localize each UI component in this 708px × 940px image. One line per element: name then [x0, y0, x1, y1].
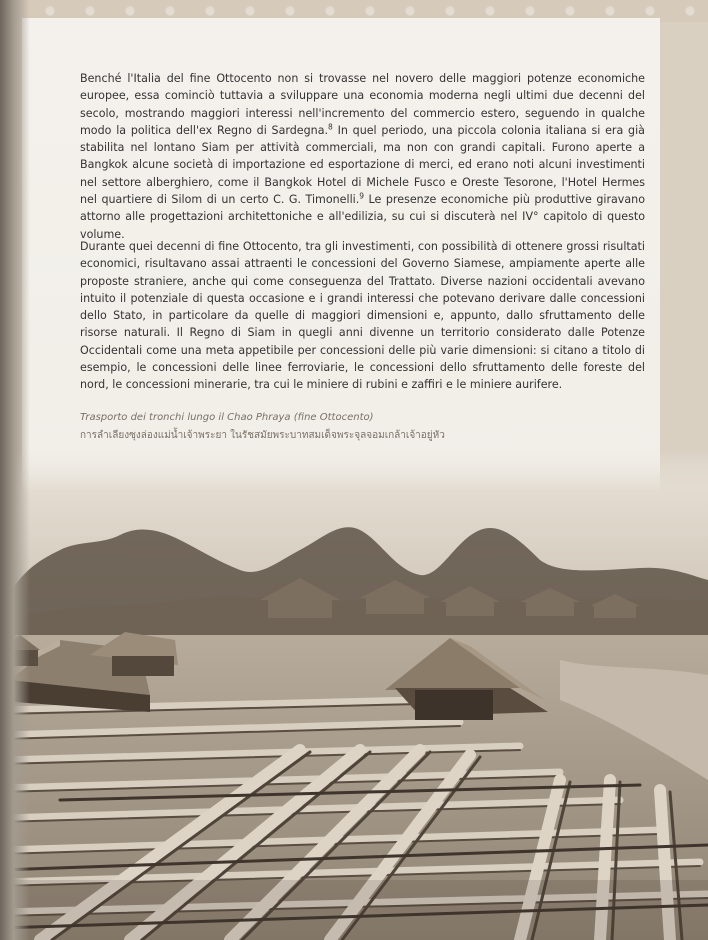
paragraph-1-text: In quel periodo, una piccola colonia italiana si era già stabilita nel lontano Siam per attività commerciali, ma non con grandi capitali. Furono aperte a Bangkok alcune società di importazione ed esportazione di merci, ed erano noti alcuni investimenti nel settore alberghiero, come il Bangkok Hotel di Michele Fusco e Oreste Tesorone, l'Hotel Hermes nel quartiere di Silom di un certo C. G. Timonelli. [80, 123, 645, 207]
paragraph-1-text: Benché l'Italia del fine Ottocento non si trovasse nel novero delle maggiori potenze economiche europee, essa cominciò tuttavia a sviluppare una economia moderna negli ultimi due decenni del secolo, mostrando maggiori interessi nell'incremento del commercio estero, seguendo in qualche modo la politica dell'ex Regno di Sardegna. [80, 72, 645, 137]
footnote-ref: 9 [359, 191, 365, 201]
paragraph-2: Durante quei decenni di fine Ottocento, tra gli investimenti, con possibilità di ottenere grossi risultati economici, risultavano assai attraenti le concessioni del Governo Siamese, ampiamente aperte alle proposte straniere, anche qui come conseguenza del Trattato. Diverse nazioni occidentali avevano intuito il potenziale di questa occasione e i grandi interessi che potevano derivare dalle concessioni dello Stato, in particolare da quelle di maggiori dimensioni e, appunto, dallo sfruttamento delle risorse naturali. Il Regno di Siam in quegli anni divenne un territorio considerato dalle Potenze Occidentali come una meta appetibile per concessioni delle più varie dimensioni: si citano a titolo di esempio, le concessioni delle linee ferroviarie, le concessioni dello sfruttamento delle foreste del nord, le concessioni minerarie, tra cui le miniere di rubini e zaffiri e le miniere aurifere. [80, 240, 645, 392]
photo-caption-italian: Trasporto dei tronchi lungo il Chao Phraya (fine Ottocento) [80, 412, 374, 423]
log-rafts-photo [0, 450, 708, 940]
paragraph-1-text: Le presenze economiche più produttive giravano attorno alle progettazioni architettoniche e all'edilizia, su cui si discuterà nel IV° capitolo di questo volume. [80, 193, 645, 241]
footnote-ref: 8 [328, 122, 333, 132]
paragraph-1 [80, 70, 645, 243]
photo-caption-thai: การลำเลียงซุงล่องแม่น้ำเจ้าพระยา ในรัชสมัยพระบาทสมเด็จพระจุลจอมเกล้าเจ้าอยู่หัว [80, 430, 445, 441]
book-binding-shadow [0, 0, 30, 940]
